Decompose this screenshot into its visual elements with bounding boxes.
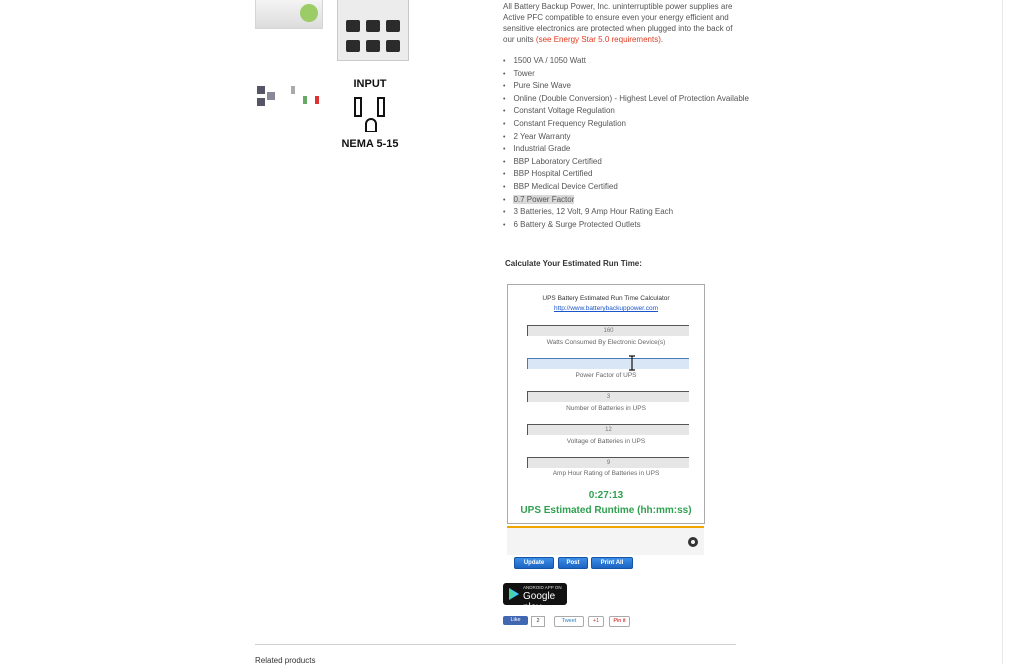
feature-text: Pure Sine Wave xyxy=(513,81,571,91)
power-factor-label: Power Factor of UPS xyxy=(575,372,637,379)
feature-text: BBP Medical Device Certified xyxy=(513,181,618,191)
feature-text-highlighted: 0.7 Power Factor xyxy=(513,194,575,204)
outlet-icon xyxy=(386,40,400,52)
description-text: All Battery Backup Power, Inc. uninterruptible power supplies are Active PFC compatible to ensure even your energy efficient and sensitive electronics are protected when plugged into the back of our units xyxy=(503,2,733,44)
gplay-small-text: ANDROID APP ON xyxy=(523,585,562,590)
product-image-rear-panel[interactable] xyxy=(337,0,409,61)
outlet-icon xyxy=(386,20,400,32)
feature-item xyxy=(503,68,749,81)
battery-count-input[interactable] xyxy=(527,391,689,402)
power-factor-input[interactable] xyxy=(527,358,689,369)
plug-type-label: NEMA 5-15 xyxy=(341,138,399,150)
product-description xyxy=(503,1,739,45)
watts-label: Watts Consumed By Electronic Device(s) xyxy=(546,339,666,346)
feature-item xyxy=(503,93,749,106)
feature-item xyxy=(503,194,749,207)
outlet-icon xyxy=(366,40,380,52)
runtime-calculator xyxy=(507,284,705,524)
feature-text: Constant Frequency Regulation xyxy=(513,118,626,128)
feature-list xyxy=(503,55,749,231)
calculator-title: UPS Battery Estimated Run Time Calculator xyxy=(542,295,670,302)
feature-item xyxy=(503,131,749,144)
feature-text: Industrial Grade xyxy=(513,144,571,154)
feature-item xyxy=(503,181,749,194)
energy-star-link[interactable]: (see Energy Star 5.0 requirements) xyxy=(535,35,661,44)
amp-hour-input[interactable] xyxy=(527,457,689,468)
section-divider xyxy=(255,644,736,645)
feature-item xyxy=(503,80,749,93)
feature-text: 3 Batteries, 12 Volt, 9 Amp Hour Rating Each xyxy=(513,207,674,217)
gplay-big-text: Google play xyxy=(523,591,556,613)
feature-item xyxy=(503,168,749,181)
google-play-badge[interactable] xyxy=(503,583,567,613)
input-label: INPUT xyxy=(353,78,387,90)
feature-text: 2 Year Warranty xyxy=(513,131,571,141)
product-thumbnail-specs[interactable] xyxy=(255,82,321,112)
play-store-icon xyxy=(508,588,520,600)
description-suffix: . xyxy=(660,35,664,44)
outlet-icon xyxy=(346,40,360,52)
calculator-link[interactable]: http://www.batterybackuppower.com xyxy=(553,305,659,312)
pinterest-button[interactable]: Pin it xyxy=(609,616,630,627)
watts-input[interactable] xyxy=(527,325,689,336)
feature-text: Tower xyxy=(513,68,535,78)
feature-item xyxy=(503,143,749,156)
print-all-button[interactable]: Print All xyxy=(591,557,633,569)
feature-item xyxy=(503,206,749,219)
feature-text: 6 Battery & Surge Protected Outlets xyxy=(513,219,641,229)
nema-plug-icon xyxy=(354,96,388,132)
outlet-icon xyxy=(366,20,380,32)
google-plus-button[interactable]: +1 xyxy=(588,616,604,627)
feature-item xyxy=(503,105,749,118)
calculator-toolbar xyxy=(507,528,704,555)
runtime-value: 0:27:13 xyxy=(588,490,624,501)
facebook-like-button[interactable]: Like xyxy=(503,616,528,625)
window-edge xyxy=(1002,0,1003,664)
battery-count-label: Number of Batteries in UPS xyxy=(566,405,646,412)
check-icon xyxy=(291,86,295,94)
grid-icon xyxy=(257,98,265,106)
runtime-label: UPS Estimated Runtime (hh:mm:ss) xyxy=(520,505,692,516)
grid-icon xyxy=(257,86,265,94)
post-button[interactable]: Post xyxy=(558,557,588,569)
tweet-button[interactable]: Tweet xyxy=(554,616,584,627)
related-products-heading: Related products xyxy=(255,656,316,665)
eco-leaf-icon xyxy=(300,4,318,22)
gear-icon[interactable] xyxy=(687,536,699,548)
feature-item xyxy=(503,219,749,232)
facebook-like-count: 2 xyxy=(531,616,545,627)
feature-text: Online (Double Conversion) - Highest Level of Protection Available xyxy=(513,93,749,103)
battery-voltage-label: Voltage of Batteries in UPS xyxy=(566,438,646,445)
outlet-icon xyxy=(346,20,360,32)
dot-icon xyxy=(315,96,319,104)
feature-text: 1500 VA / 1050 Watt xyxy=(513,56,586,65)
update-button[interactable]: Update xyxy=(514,557,554,569)
check-icon xyxy=(303,96,307,104)
feature-item xyxy=(503,118,749,131)
text-cursor-icon xyxy=(628,355,636,371)
feature-item xyxy=(503,156,749,169)
battery-voltage-input[interactable] xyxy=(527,424,689,435)
feature-text: BBP Laboratory Certified xyxy=(513,156,602,166)
grid-icon xyxy=(267,92,275,100)
calculator-heading: Calculate Your Estimated Run Time: xyxy=(505,259,642,268)
feature-text: BBP Hospital Certified xyxy=(513,169,593,179)
amp-hour-label: Amp Hour Rating of Batteries in UPS xyxy=(552,470,660,477)
feature-text: Constant Voltage Regulation xyxy=(513,106,615,116)
feature-item xyxy=(503,55,749,68)
